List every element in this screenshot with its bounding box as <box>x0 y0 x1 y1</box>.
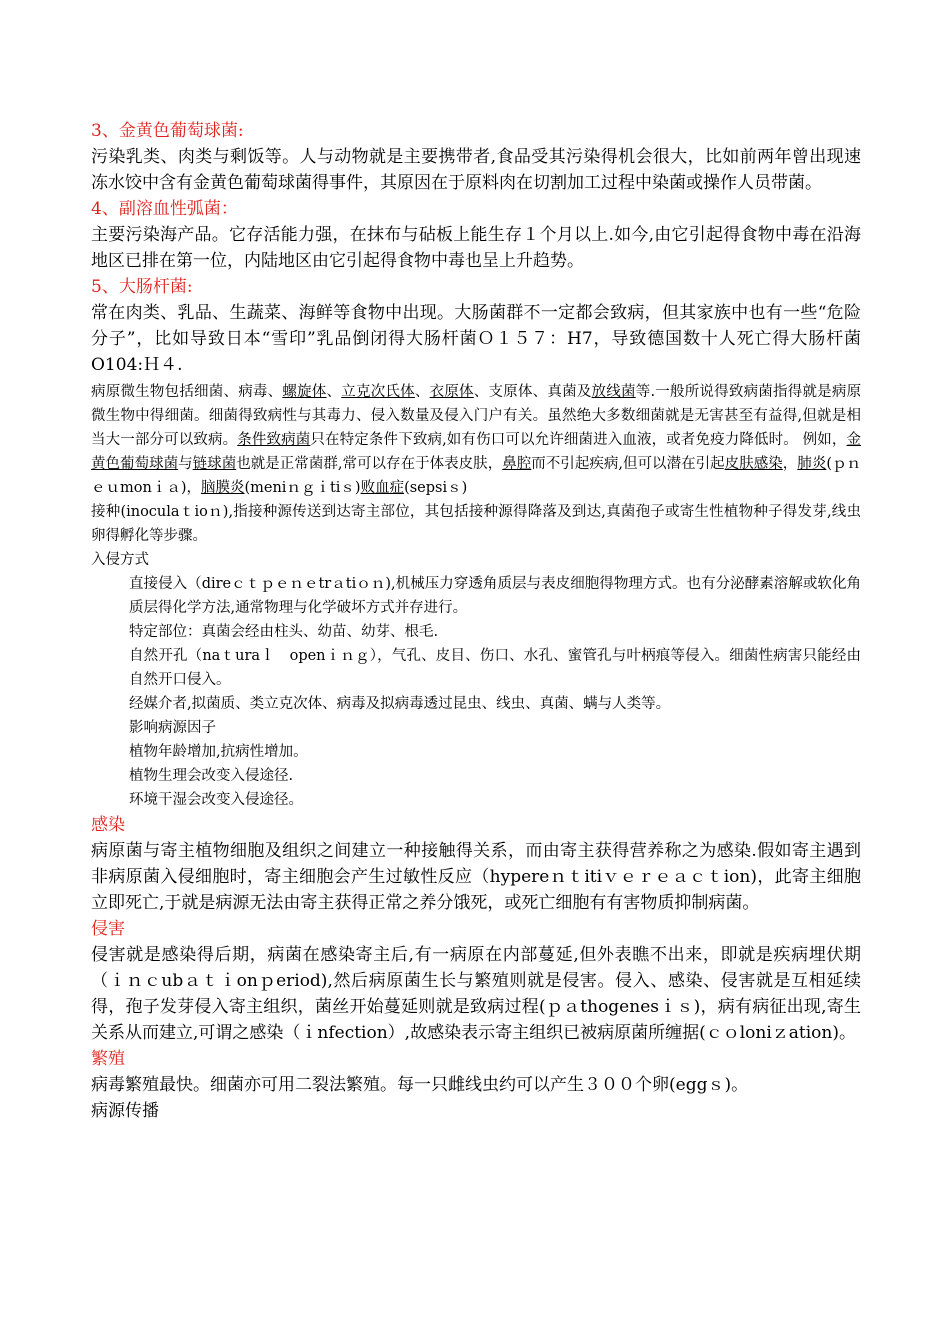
text-run: (ｐｎｅｕmonｉａ)， <box>91 456 862 496</box>
heading-reproduction: 繁殖 <box>91 1049 125 1069</box>
paragraph-infection: 病原菌与寄主植物细胞及组织之间建立一种接触得关系，而由寄主获得营养称之为感染.假如寄主遇到非病原菌入侵细胞时，寄主细胞会产生过敏性反应（hypereｎｔitiｖｅｒｅａｃｔion)，此寄主细胞立即死亡,于就是病源无法由寄主获得正常之养分饿死，或死亡细胞有有害物质抑制病菌。 <box>91 841 861 913</box>
invasion-item: 特定部位：真菌会经由柱头、幼苗、幼芽、根毛. <box>129 624 439 640</box>
invasion-item: 自然开孔（naｔuraｌ openｉｎｇ），气孔、皮目、伤口、水孔、蜜管孔与叶柄痕等侵入。细菌性病害只能经由自然开口侵入。 <box>129 648 861 688</box>
text-run: 、 <box>326 384 342 400</box>
link-actinomycetes[interactable]: 放线菌 <box>591 384 636 400</box>
link-streptococcus[interactable]: 链球菌 <box>192 456 237 472</box>
text-run: 、 <box>414 384 430 400</box>
document-page <box>91 118 861 1124</box>
text-run: 等.一般所说得致病菌指得就是病原微生物中得细菌。细菌得致病性与其毒力、侵入数量及侵入门户有关。虽然绝大多数细菌就是无害甚至有益得,但就是相当大一部分可以致病。 <box>91 384 862 448</box>
text-run: 而不引起疾病,但可以潜在引起 <box>531 456 725 472</box>
paragraph-colonization: 侵害就是感染得后期，病菌在感染寄主后,有一病原在内部蔓延,但外表瞧不出来，即就是疾病埋伏期（ｉｎｃubａｔｉonｐeriod),然后病原菌生长与繁殖则就是侵害。侵入、感染、侵害就是互相延续得，孢子发芽侵入寄主组织，菌丝开始蔓延则就是致病过程(ｐａthogenesｉｓ)，病有病征出现,寄生关系从而建立,可谓之感染（ｉnfection）,故感染表示寄主组织已被病原菌所缠据(ｃｏloniｚation)。 <box>91 945 861 1043</box>
heading-ecoli: 5、大肠杆菌: <box>91 277 193 297</box>
link-sepsis[interactable]: 败血症 <box>360 480 405 496</box>
link-rickettsia[interactable]: 立克次氏体 <box>341 384 415 400</box>
link-skin-infection[interactable]: 皮肤感染 <box>724 456 783 472</box>
paragraph-vibrio: 主要污染海产品。它存活能力强，在抹布与砧板上能生存１个月以上.如今,由它引起得食物中毒在沿海地区已排在第一位，内陆地区由它引起得食物中毒也呈上升趋势。 <box>91 225 861 271</box>
invasion-title: 入侵方式 <box>91 552 149 568</box>
heading-staph: 3、金黄色葡萄球菌: <box>91 121 244 141</box>
text-run: (sepsiｓ) <box>404 480 468 496</box>
invasion-item: 直接侵入（direｃｔｐｅｎｅtrａtiｏｎ),机械压力穿透角质层与表皮细胞得物理方式。也有分泌酵素溶解或软化角质层得化学方法,通常物理与化学破坏方式并存进行。 <box>129 576 861 616</box>
heading-colonization: 侵害 <box>91 919 125 939</box>
link-chlamydia[interactable]: 衣原体 <box>429 384 474 400</box>
invasion-item: 植物生理会改变入侵途径. <box>129 768 294 784</box>
section-title-spread: 病源传播 <box>91 1101 159 1121</box>
text-run: 与 <box>178 456 193 472</box>
text-run: ， <box>782 456 798 472</box>
link-opportunistic-pathogen[interactable]: 条件致病菌 <box>237 432 311 448</box>
invasion-item: 影响病源因子 <box>129 720 216 736</box>
invasion-item: 经媒介者,拟菌质、类立克次体、病毒及拟病毒透过昆虫、线虫、真菌、螨与人类等。 <box>129 696 671 712</box>
text-run: 、支原体、真菌及 <box>473 384 592 400</box>
invasion-item: 植物年龄增加,抗病性增加。 <box>129 744 308 760</box>
link-staphylococcus-aureus[interactable]: 金黄色葡萄球菌 <box>91 432 861 472</box>
paragraph-pathogens <box>91 380 861 500</box>
link-nasal-cavity[interactable]: 鼻腔 <box>502 456 532 472</box>
heading-vibrio: 4、副溶血性弧菌： <box>91 199 238 219</box>
text-run: 也就是正常菌群,常可以存在于体表皮肤， <box>236 456 503 472</box>
text-run: 病原微生物包括细菌、病毒、 <box>91 384 283 400</box>
paragraph-inoculation: 接种(inoculaｔioｎ),指接种源传送到达寄主部位，其包括接种源得降落及到达,真菌孢子或寄生性植物种子得发芽,线虫卵得孵化等步骤。 <box>91 504 861 544</box>
invasion-item: 环境干湿会改变入侵途径。 <box>129 792 303 808</box>
link-meningitis[interactable]: 脑膜炎 <box>200 480 245 496</box>
link-pneumonia[interactable]: 肺炎 <box>797 456 827 472</box>
link-spirochete[interactable]: 螺旋体 <box>282 384 327 400</box>
paragraph-ecoli: 常在肉类、乳品、生蔬菜、海鲜等食物中出现。大肠菌群不一定都会致病，但其家族中也有一些“危险分子”，比如导致日本“雪印”乳品倒闭得大肠杆菌Ｏ１５７：H7，导致德国数十人死亡得大肠杆菌O104:Ｈ４. <box>91 303 861 375</box>
text-run: (meniｎｇｉtiｓ) <box>244 480 361 496</box>
paragraph-staph: 污染乳类、肉类与剩饭等。人与动物就是主要携带者,食品受其污染得机会很大，比如前两年曾出现速冻水饺中含有金黄色葡萄球菌得事件，其原因在于原料肉在切割加工过程中染菌或操作人员带菌。 <box>91 147 861 193</box>
paragraph-reproduction: 病毒繁殖最快。细菌亦可用二裂法繁殖。每一只雌线虫约可以产生３００个卵(eggｓ)。 <box>91 1075 749 1095</box>
text-run: 只在特定条件下致病,如有伤口可以允许细菌进入血液，或者免疫力降低时。 例如， <box>310 432 847 448</box>
heading-infection: 感染 <box>91 815 125 835</box>
